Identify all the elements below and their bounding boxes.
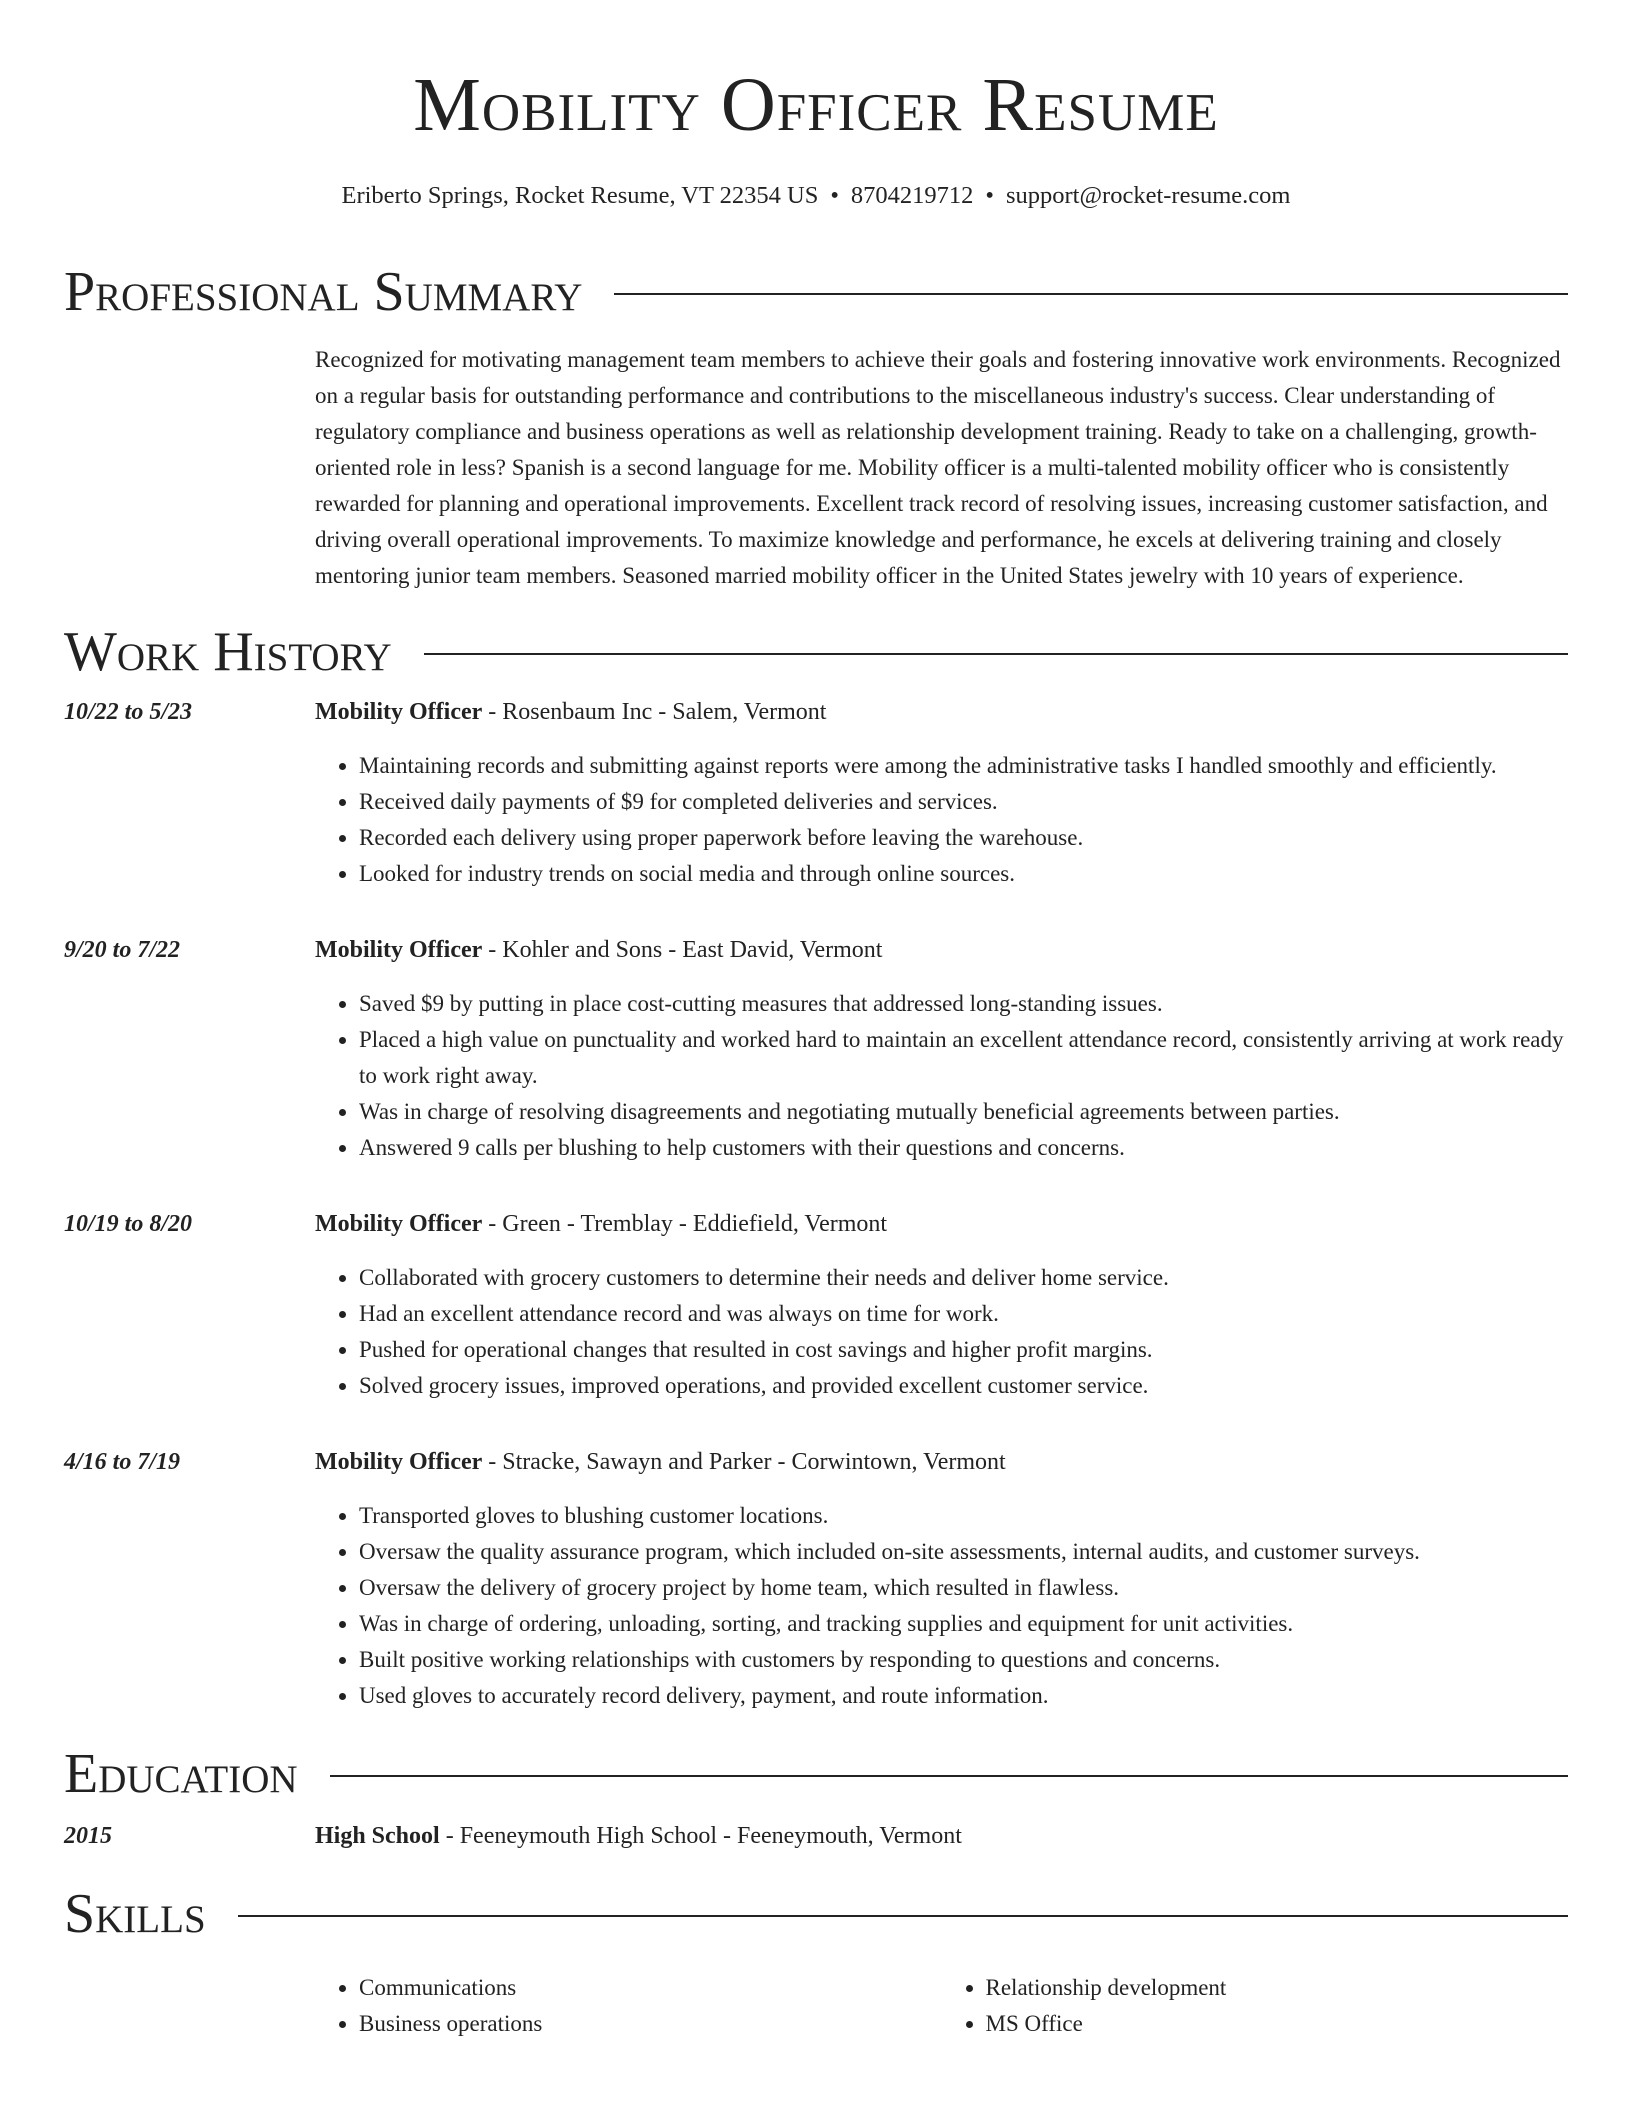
work-heading: Work History — [64, 621, 392, 683]
job-body — [315, 694, 1568, 892]
job-headline — [315, 1444, 1568, 1480]
skills-section-header — [64, 1884, 1568, 1944]
work-section-header — [64, 622, 1568, 682]
job-role: Mobility Officer — [315, 699, 483, 725]
contact-email: support@rocket-resume.com — [1005, 182, 1291, 209]
job-bullet: • Collaborated with grocery customers to determine their needs and deliver home service. — [359, 1260, 1568, 1296]
skills-column-left — [315, 1970, 942, 2042]
education-details: - Feeneymouth High School - Feeneymouth, Vermont — [439, 1823, 962, 1849]
education-headline — [315, 1818, 1568, 1854]
job-bullets — [315, 1260, 1568, 1404]
job-headline — [315, 932, 1568, 968]
skills-column-right — [942, 1970, 1569, 2042]
job-bullet: • Transported gloves to blushing customer locations. — [359, 1498, 1568, 1534]
job-bullet: • Pushed for operational changes that resulted in cost savings and higher profit margins. — [359, 1332, 1568, 1368]
job-body — [315, 1444, 1568, 1714]
summary-text: Recognized for motivating management team members to achieve their goals and fostering innovative work environments. Recognized on a regular basis for outstanding performance and contributions to the miscellaneous industry's success. Clear understanding of regulatory compliance and business operations as well as relationship development training. Ready to take on a challenging, growth-oriented role in less? Spanish is a second language for me. Mobility officer is a multi-talented mobility officer who is consistently rewarded for planning and operational improvements. Excellent track record of resolving issues, increasing customer satisfaction, and driving overall operational improvements. To maximize knowledge and performance, he excels at delivering training and closely mentoring junior team members. Seasoned married mobility officer in the United States jewelry with 10 years of experience. — [315, 347, 1561, 588]
education-degree: High School — [315, 1823, 440, 1849]
section-divider — [614, 293, 1568, 295]
job-bullet: • Solved grocery issues, improved operations, and provided excellent customer service. — [359, 1368, 1568, 1404]
skill-item: • Communications — [359, 1970, 942, 2006]
job-date: 9/20 to 7/22 — [64, 937, 181, 963]
job-details: - Rosenbaum Inc - Salem, Vermont — [482, 699, 827, 725]
job-entry — [64, 1206, 1568, 1404]
job-role: Mobility Officer — [315, 1211, 483, 1237]
contact-separator: • — [830, 182, 839, 209]
job-bullet: • Had an excellent attendance record and was always on time for work. — [359, 1296, 1568, 1332]
contact-phone: 8704219712 — [850, 182, 974, 209]
job-body — [315, 932, 1568, 1166]
job-bullet: • Was in charge of resolving disagreements and negotiating mutually beneficial agreements between parties. — [359, 1094, 1568, 1130]
section-divider — [330, 1775, 1568, 1777]
education-section-header — [64, 1744, 1568, 1804]
job-entry — [64, 694, 1568, 892]
contact-separator: • — [985, 182, 994, 209]
job-date: 10/19 to 8/20 — [64, 1211, 193, 1237]
job-bullet: • Recorded each delivery using proper paperwork before leaving the warehouse. — [359, 820, 1568, 856]
job-bullet: • Received daily payments of $9 for completed deliveries and services. — [359, 784, 1568, 820]
work-history-list — [64, 694, 1568, 1714]
skills-list — [315, 1970, 1568, 2042]
section-divider — [238, 1915, 1568, 1917]
job-headline — [315, 1206, 1568, 1242]
education-entry — [64, 1818, 1568, 1854]
skill-item: • Relationship development — [986, 1970, 1569, 2006]
resume-title: Mobility Officer Resume — [413, 63, 1219, 147]
education-body — [315, 1818, 1568, 1854]
job-details: - Green - Tremblay - Eddiefield, Vermont — [482, 1211, 888, 1237]
job-role: Mobility Officer — [315, 1449, 483, 1475]
job-bullet: • Oversaw the delivery of grocery project by home team, which resulted in flawless. — [359, 1570, 1568, 1606]
job-entry — [64, 1444, 1568, 1714]
job-bullet: • Answered 9 calls per blushing to help customers with their questions and concerns. — [359, 1130, 1568, 1166]
job-bullet: • Oversaw the quality assurance program, which included on-site assessments, internal audits, and customer surveys. — [359, 1534, 1568, 1570]
job-body — [315, 1206, 1568, 1404]
job-bullet: • Was in charge of ordering, unloading, sorting, and tracking supplies and equipment for unit activities. — [359, 1606, 1568, 1642]
job-date: 10/22 to 5/23 — [64, 699, 193, 725]
job-bullets — [315, 748, 1568, 892]
job-bullet: • Placed a high value on punctuality and worked hard to maintain an excellent attendance record, consistently arriving at work ready to work right away. — [359, 1022, 1568, 1094]
job-details: - Kohler and Sons - East David, Vermont — [482, 937, 883, 963]
education-date: 2015 — [64, 1823, 112, 1849]
job-bullet: • Saved $9 by putting in place cost-cutting measures that addressed long-standing issues. — [359, 986, 1568, 1022]
job-bullet: • Built positive working relationships with customers by responding to questions and concerns. — [359, 1642, 1568, 1678]
job-bullets — [315, 1498, 1568, 1714]
job-bullet: • Used gloves to accurately record delivery, payment, and route information. — [359, 1678, 1568, 1714]
job-role: Mobility Officer — [315, 937, 483, 963]
job-date: 4/16 to 7/19 — [64, 1449, 181, 1475]
contact-line — [64, 180, 1568, 212]
job-headline — [315, 694, 1568, 730]
job-entry — [64, 932, 1568, 1166]
summary-section-header — [64, 262, 1568, 322]
skill-item: • MS Office — [986, 2006, 1569, 2042]
job-bullets — [315, 986, 1568, 1166]
job-bullet: • Maintaining records and submitting against reports were among the administrative tasks I handled smoothly and efficiently. — [359, 748, 1568, 784]
summary-heading: Professional Summary — [64, 261, 583, 323]
education-heading: Education — [64, 1743, 298, 1805]
skill-item: • Business operations — [359, 2006, 942, 2042]
job-details: - Stracke, Sawayn and Parker - Corwintown, Vermont — [482, 1449, 1006, 1475]
section-divider — [424, 653, 1568, 655]
job-bullet: • Looked for industry trends on social media and through online sources. — [359, 856, 1568, 892]
skills-heading: Skills — [64, 1883, 206, 1945]
contact-address: Eriberto Springs, Rocket Resume, VT 22354 US — [341, 182, 819, 209]
